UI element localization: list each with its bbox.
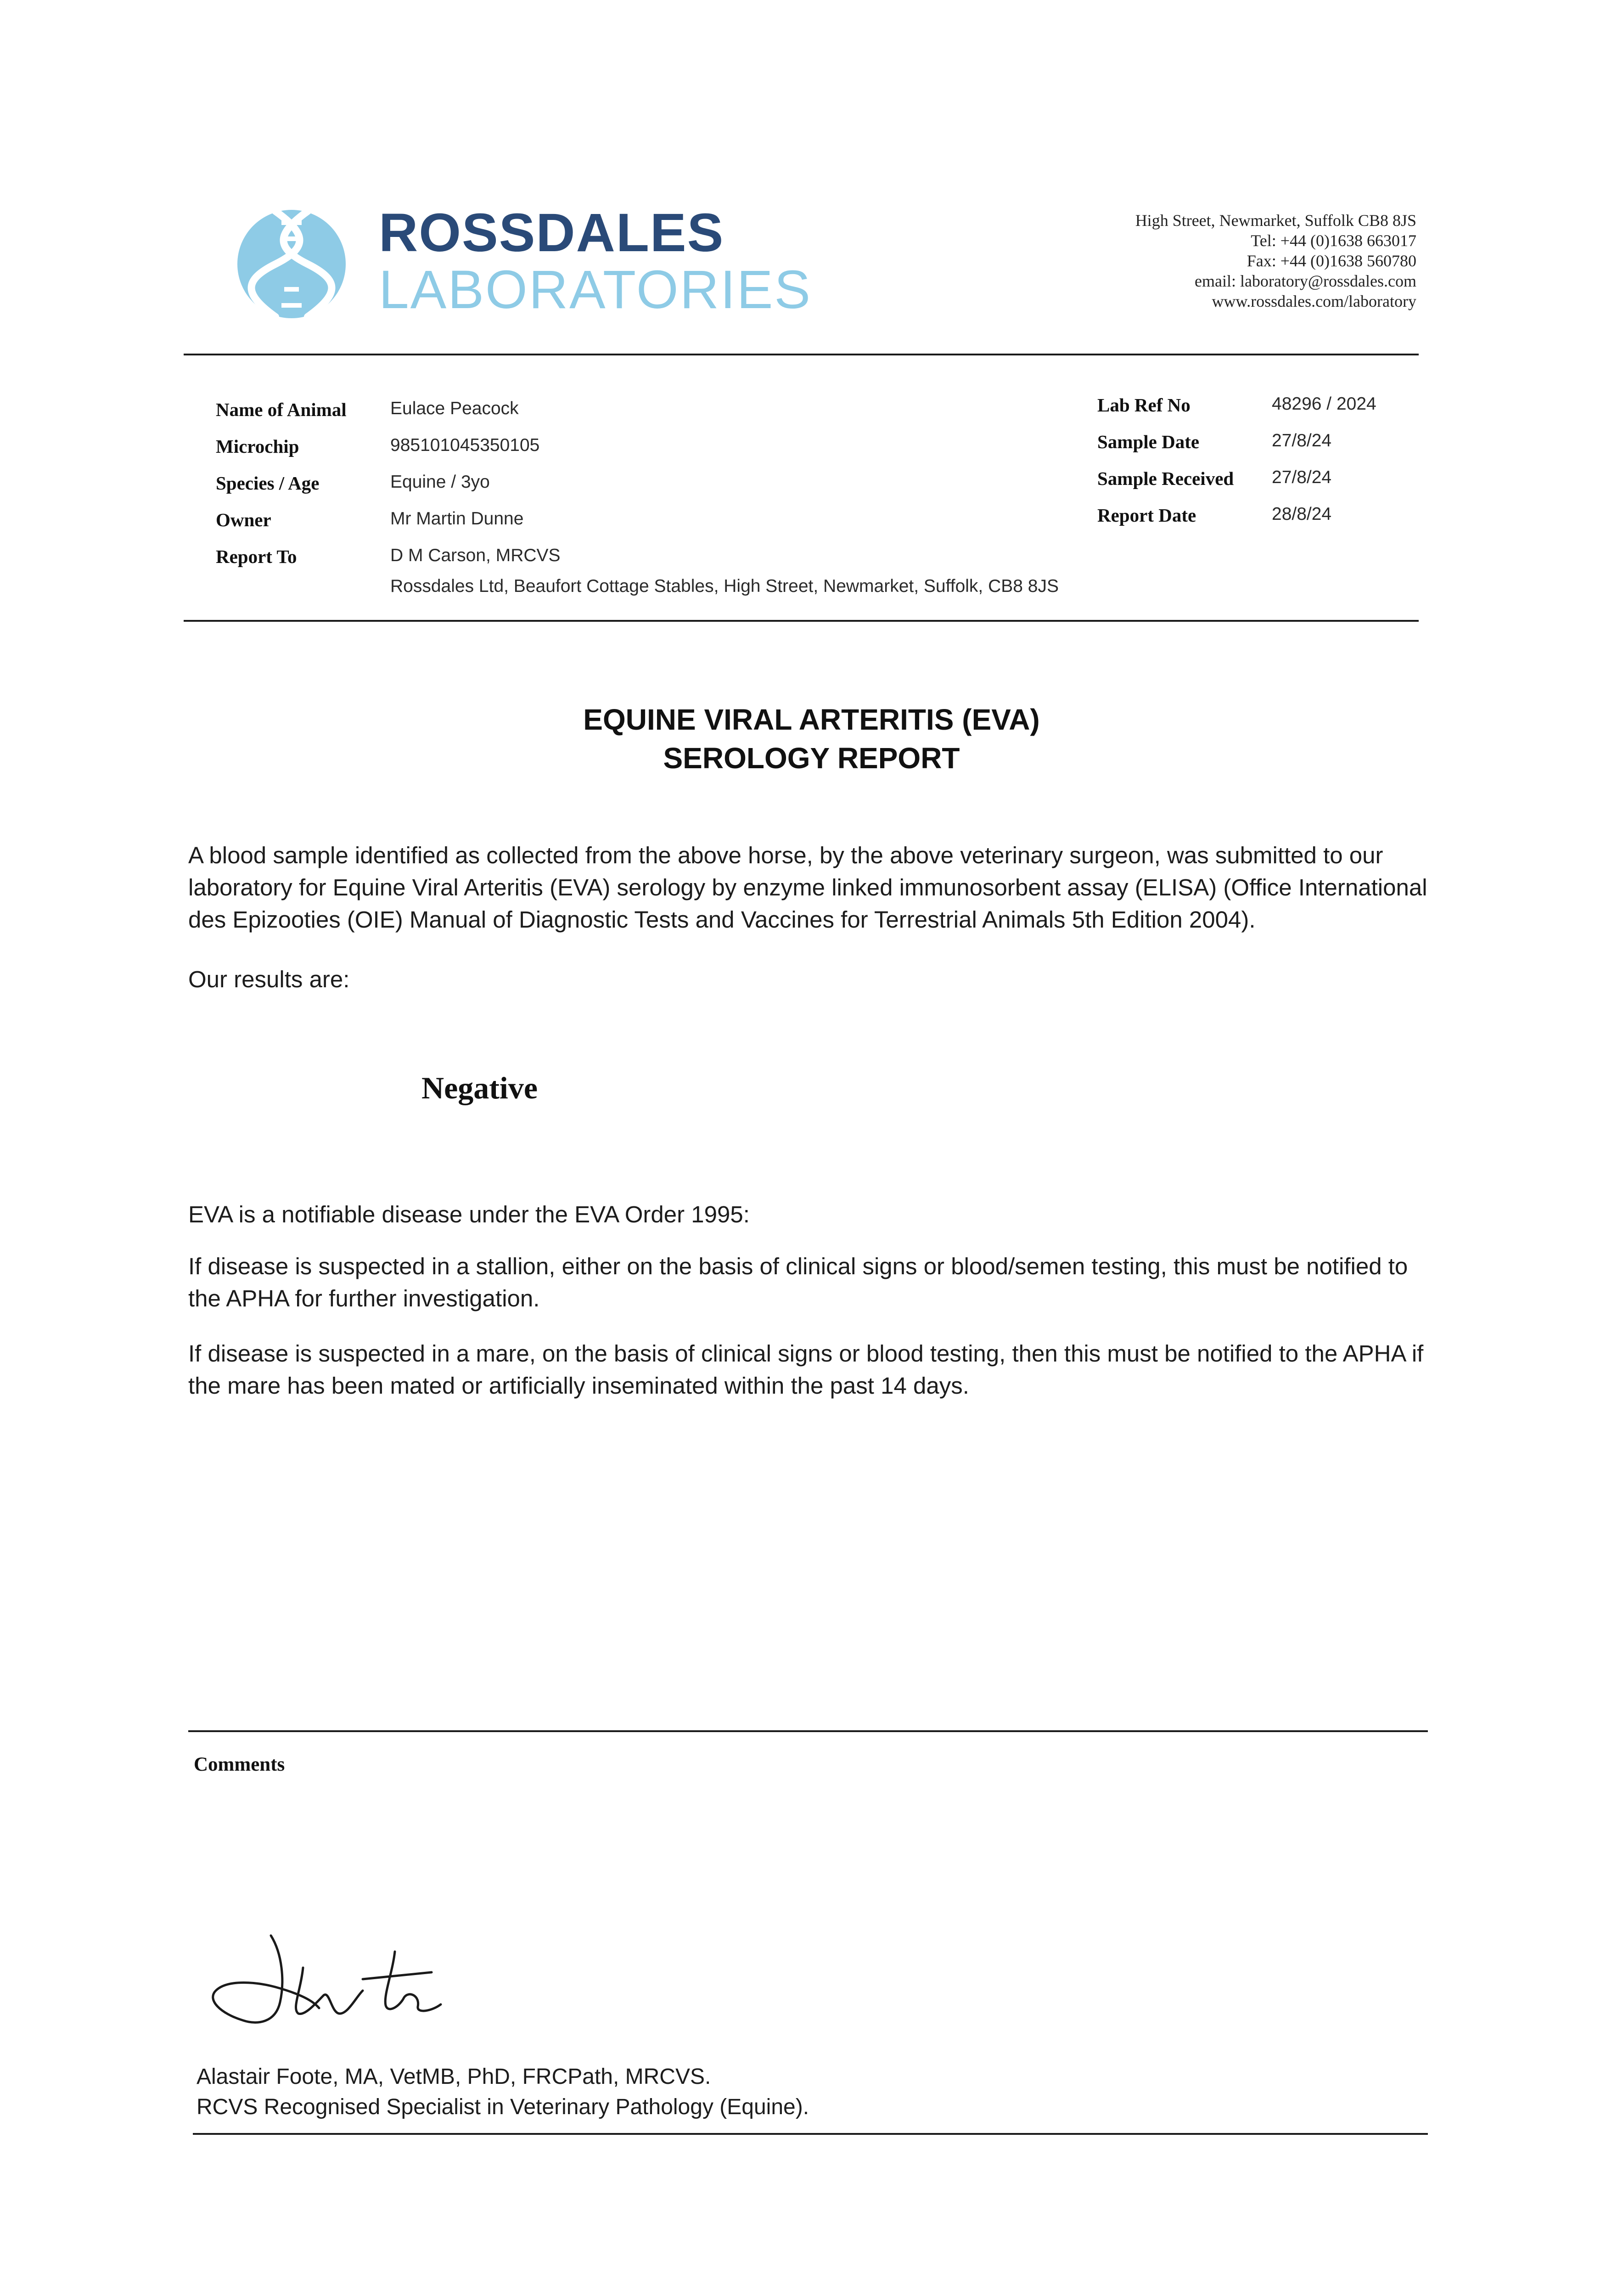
details-divider — [184, 620, 1419, 622]
brand-name: ROSSDALES — [379, 203, 724, 263]
brand-subtitle: LABORATORIES — [379, 259, 812, 320]
report-title-line-2: SEROLOGY REPORT — [663, 742, 960, 775]
handwritten-signature — [202, 1926, 523, 2037]
report-date-label: Report Date — [1097, 505, 1196, 526]
species-age-label: Species / Age — [216, 473, 320, 494]
signatory-block — [197, 2062, 809, 2122]
report-to-value: D M Carson, MRCVS — [390, 546, 561, 565]
contact-address: High Street, Newmarket, Suffolk CB8 8JS — [1135, 211, 1416, 230]
report-title-line-1: EQUINE VIRAL ARTERITIS (EVA) — [583, 703, 1040, 736]
sample-date-value: 27/8/24 — [1272, 431, 1332, 450]
notifiable-statement: EVA is a notifiable disease under the EVA Order 1995: — [188, 1201, 750, 1227]
mare-note: If disease is suspected in a mare, on the basis of clinical signs or blood testing, then this must be notified to the APHA if the mare has been mated or artificially inseminated within the past 14 days. — [188, 1340, 1424, 1399]
contact-email[interactable]: email: laboratory@rossdales.com — [1194, 272, 1416, 290]
results-intro: Our results are: — [188, 966, 350, 992]
report-date-value: 28/8/24 — [1272, 504, 1332, 524]
signatory-name: Alastair Foote, MA, VetMB, PhD, FRCPath, MRCVS. — [197, 2065, 711, 2089]
comments-divider — [188, 1730, 1428, 1732]
sample-received-value: 27/8/24 — [1272, 467, 1332, 487]
lab-ref-value: 48296 / 2024 — [1272, 394, 1376, 414]
footer-divider — [193, 2133, 1428, 2135]
report-to-address: Rossdales Ltd, Beaufort Cottage Stables, High Street, Newmarket, Suffolk, CB8 8JS — [390, 576, 1059, 596]
name-of-animal-label: Name of Animal — [216, 399, 347, 420]
owner-value: Mr Martin Dunne — [390, 509, 524, 529]
contact-tel: Tel: +44 (0)1638 663017 — [1251, 231, 1416, 250]
microchip-label: Microchip — [216, 436, 299, 457]
contact-block — [1135, 210, 1416, 311]
owner-label: Owner — [216, 509, 271, 530]
microchip-value: 985101045350105 — [390, 435, 540, 455]
report-title — [0, 700, 1623, 777]
lab-ref-label: Lab Ref No — [1097, 394, 1191, 416]
comments-label: Comments — [194, 1754, 285, 1775]
species-age-value: Equine / 3yo — [390, 472, 490, 492]
contact-website[interactable]: www.rossdales.com/laboratory — [1212, 292, 1416, 310]
report-to-label: Report To — [216, 546, 297, 567]
sample-received-label: Sample Received — [1097, 468, 1234, 489]
test-result: Negative — [421, 1070, 538, 1105]
name-of-animal-value: Eulace Peacock — [390, 399, 519, 418]
signatory-title: RCVS Recognised Specialist in Veterinary Pathology (Equine). — [197, 2095, 809, 2119]
stallion-note: If disease is suspected in a stallion, either on the basis of clinical signs or blood/semen testing, this must be notified to the APHA for further investigation. — [188, 1253, 1408, 1311]
contact-fax: Fax: +44 (0)1638 560780 — [1247, 252, 1416, 270]
header-divider — [184, 354, 1419, 355]
intro-paragraph: A blood sample identified as collected from the above horse, by the above veterinary surgeon, was submitted to our laboratory for Equine Viral Arteritis (EVA) serology by enzyme linked immunosorbent assay (ELISA) (Office International des Epizooties (OIE) Manual of Diagnostic Tests and Vaccines for Terrestrial Animals 5th Edition 2004). — [188, 842, 1427, 933]
rossdales-logo-icon — [232, 202, 351, 326]
sample-date-label: Sample Date — [1097, 431, 1200, 452]
